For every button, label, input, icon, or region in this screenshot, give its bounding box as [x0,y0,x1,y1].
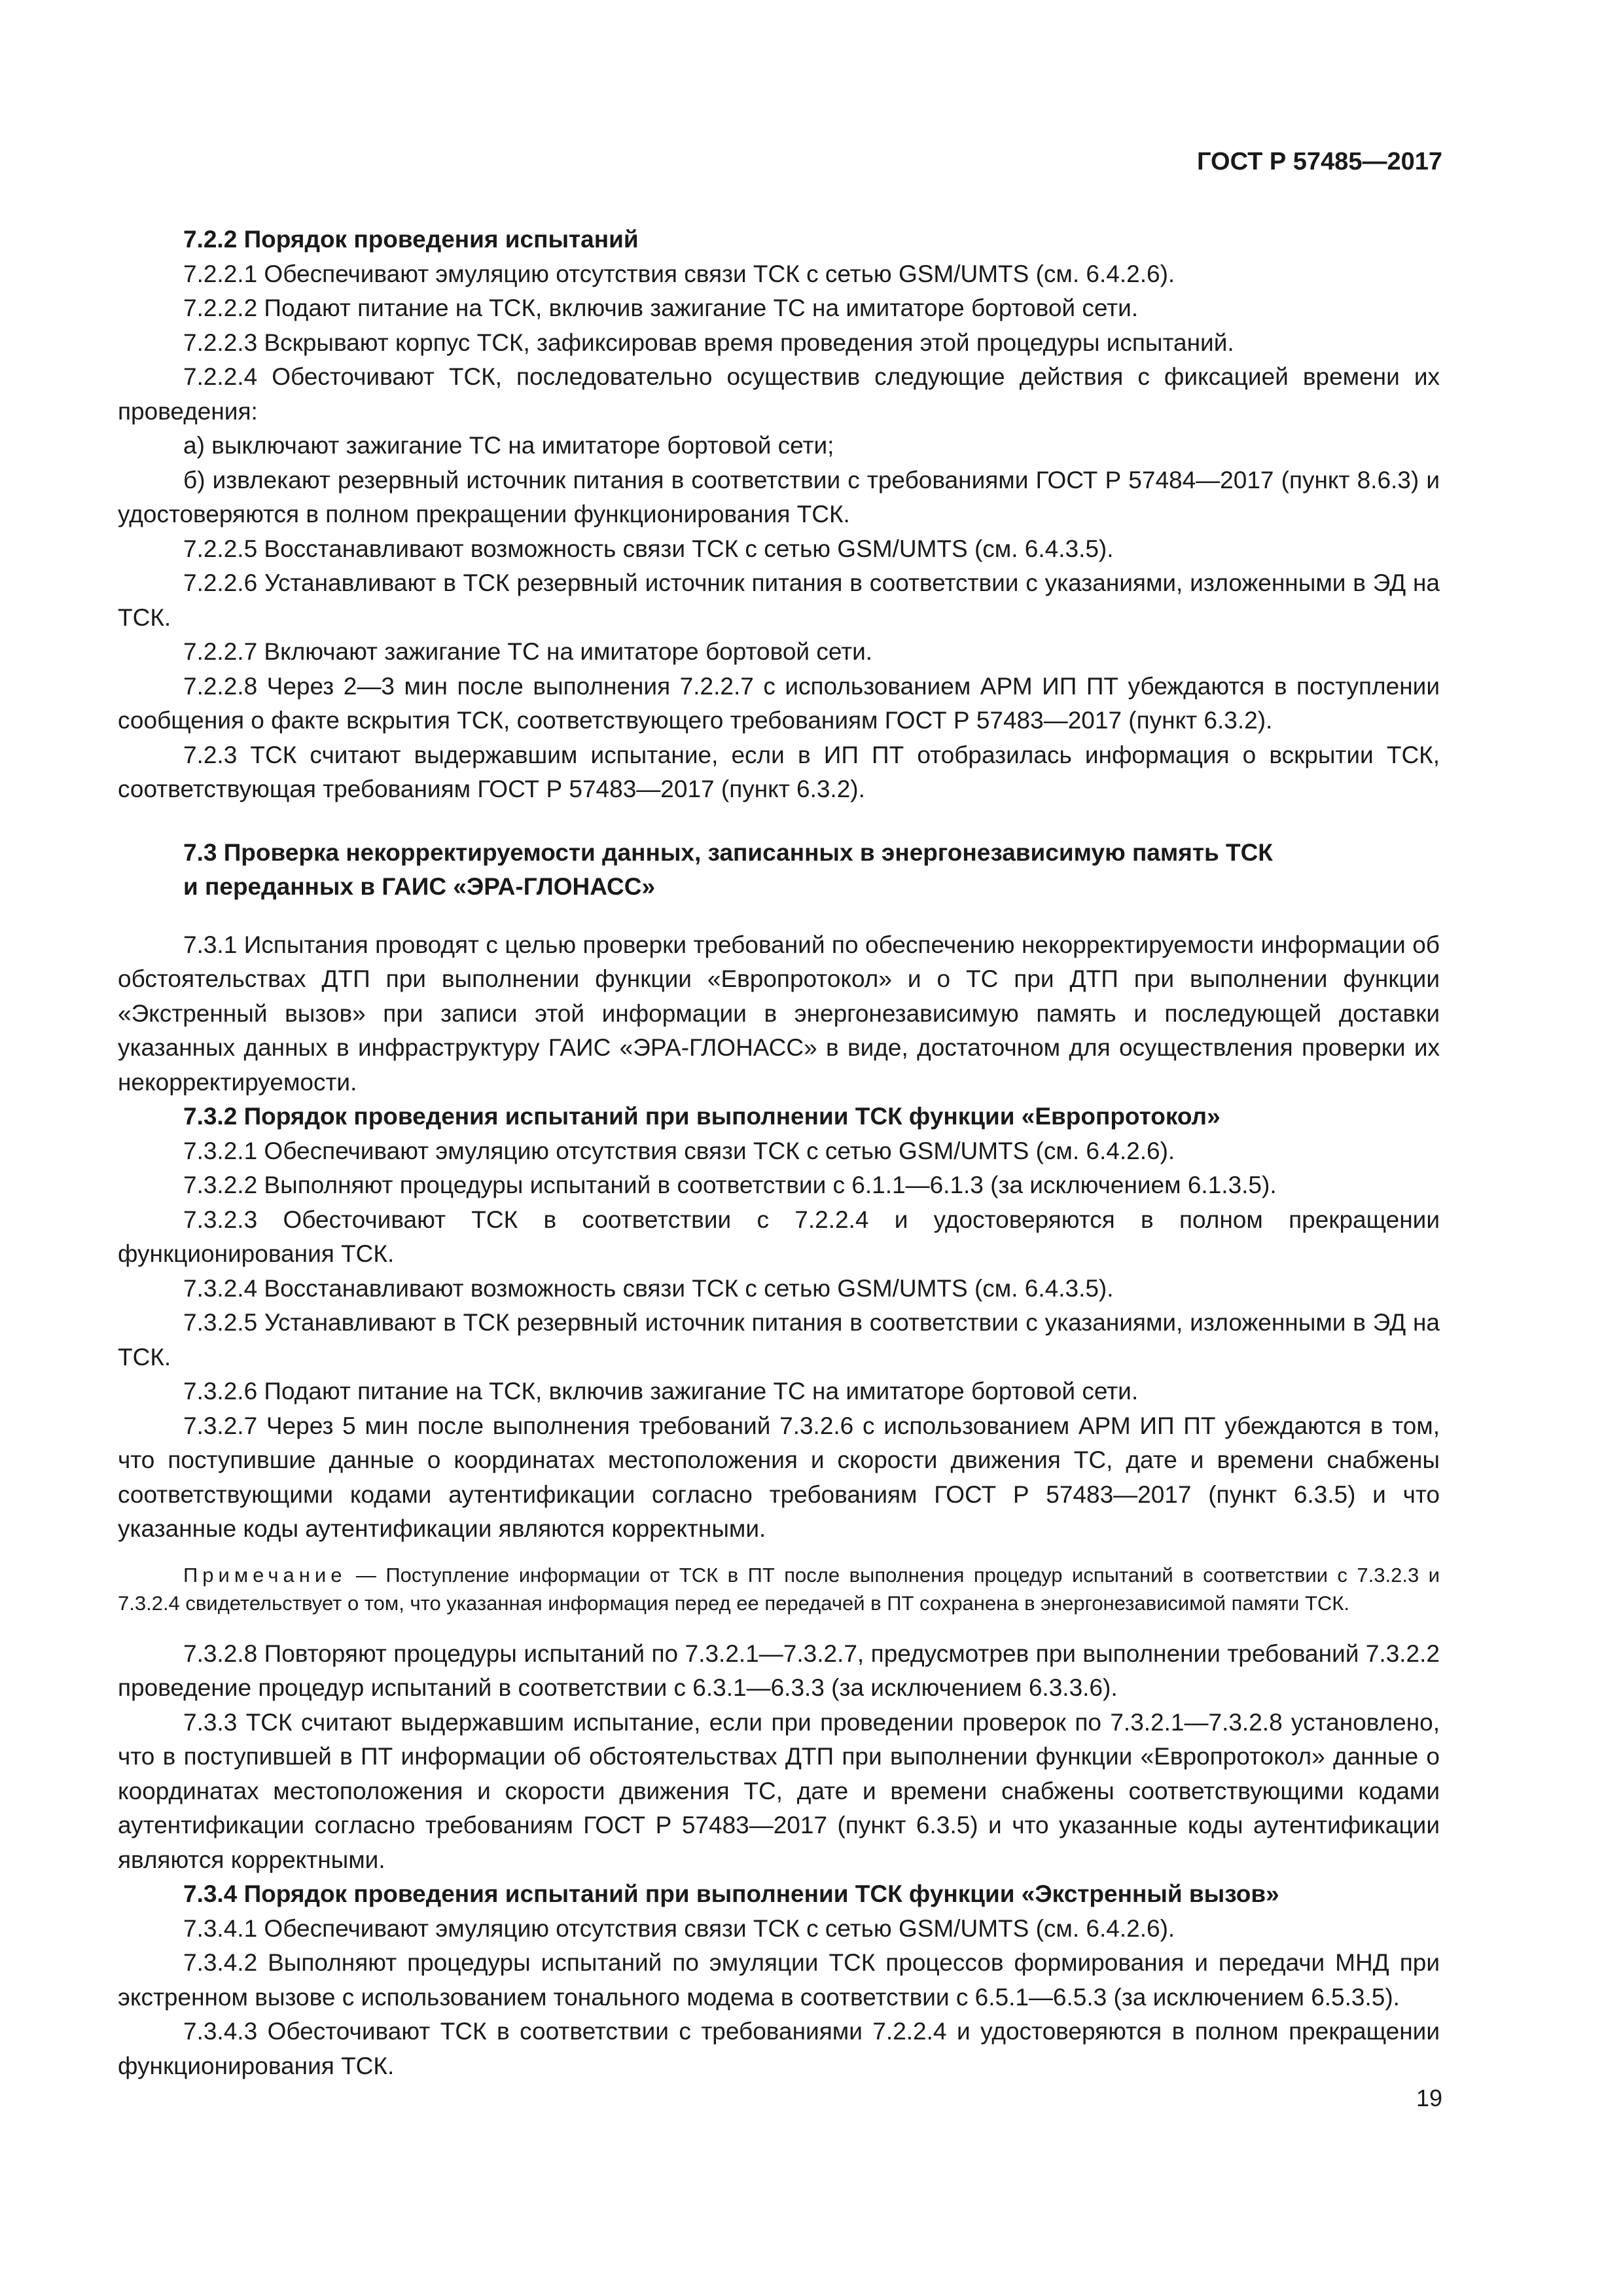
note-text: — Поступление информации от ТСК в ПТ после выполнения процедур испытаний в соответствии с 7.3.2.3 и 7.3.2.4 свидетельствует о том, что указанная информация перед ее передачей в ПТ сохранена в энергонезависимой памяти ТСК. [118,1563,1440,1615]
paragraph-7-3-1: 7.3.1 Испытания проводят с целью проверки требований по обеспечению некорректируемости информации об обстоятельствах ДТП при выполнении функции «Европротокол» и о ТС при ДТП при выполнении функции «Экстренный вызов» при записи этой информации в энергонезависимую память и последующей доставки указанных данных в инфраструктуру ГАИС «ЭРА-ГЛОНАСС» в виде, достаточном для осуществления проверки их некорректируемости. [118,931,1440,1096]
section-heading-7-3 [118,836,1440,905]
paragraph-7-3-4-3: 7.3.4.3 Обесточивают ТСК в соответствии с требованиями 7.2.2.4 и удостоверяются в полном прекращении функционирования ТСК. [118,2018,1440,2079]
section-heading-7-3-2: 7.3.2 Порядок проведения испытаний при выполнении ТСК функции «Европротокол» [183,1103,1221,1130]
paragraph-7-3-4-1: 7.3.4.1 Обеспечивают эмуляцию отсутствия связи ТСК с сетью GSM/UMTS (см. 6.4.2.6). [183,1914,1175,1942]
paragraph-7-2-2-4: 7.2.2.4 Обесточивают ТСК, последовательно осуществив следующие действия с фиксацией времени их проведения: [118,363,1440,425]
paragraph-7-2-2-2: 7.2.2.2 Подают питание на ТСК, включив зажигание ТС на имитаторе бортовой сети. [183,295,1139,321]
paragraph-7-2-2-7: 7.2.2.7 Включают зажигание ТС на имитаторе бортовой сети. [183,638,873,665]
paragraph-7-3-2-3: 7.3.2.3 Обесточивают ТСК в соответствии с 7.2.2.4 и удостоверяются в полном прекращении функционирования ТСК. [118,1206,1440,1267]
section-heading-7-3-4: 7.3.4 Порядок проведения испытаний при выполнении ТСК функции «Экстренный вызов» [183,1880,1279,1907]
paragraph-7-3-4-2: 7.3.4.2 Выполняют процедуры испытаний по эмуляции ТСК процессов формирования и передачи МНД при экстренном вызове с использованием тонального модема в соответствии с 6.5.1—6.5.3 (за исключением 6.5.3.5). [118,1949,1440,2011]
paragraph-7-2-2-1: 7.2.2.1 Обеспечивают эмуляцию отсутствия связи ТСК с сетью GSM/UMTS (см. 6.4.2.6). [183,260,1175,287]
paragraph-7-2-2-3: 7.2.2.3 Вскрывают корпус ТСК, зафиксировав время проведения этой процедуры испытаний. [183,329,1234,356]
note-label: Примечание [183,1563,347,1587]
paragraph-7-3-2-7: 7.3.2.7 Через 5 мин после выполнения требований 7.3.2.6 с использованием АРМ ИП ПТ убеждаются в том, что поступившие данные о координатах местоположения и скорости движения ТС, дате и времени снабжены соответствующими кодами аутентификации согласно требованиям ГОСТ Р 57483—2017 (пункт 6.3.5) и что указанные коды аутентификации являются корректными. [118,1412,1440,1542]
list-item-b: б) извлекают резервный источник питания в соответствии с требованиями ГОСТ Р 57484—2017 (пункт 8.6.3) и удостоверяются в полном прекращении функционирования ТСК. [118,466,1440,528]
note [118,1561,1440,1617]
paragraph-7-3-3: 7.3.3 ТСК считают выдержавшим испытание, если при проведении проверок по 7.3.2.1—7.3.2.8 установлено, что в поступившей в ПТ информации об обстоятельствах ДТП при выполнении функции «Европротокол» данные о координатах местоположения и скорости движения ТС, дате и времени снабжены соответствующими кодами аутентификации согласно требованиям ГОСТ Р 57483—2017 (пункт 6.3.5) и что указанные коды аутентификации являются корректными. [118,1708,1440,1873]
document-code-header: ГОСТ Р 57485—2017 [1197,148,1442,175]
section-heading-7-3-line-1: 7.3 Проверка некорректируемости данных, записанных в энергонезависимую память ТСК [183,838,1273,866]
list-item-a: а) выключают зажигание ТС на имитаторе бортовой сети; [183,432,834,459]
paragraph-7-2-3: 7.2.3 ТСК считают выдержавшим испытание, если в ИП ПТ отобразилась информация о вскрытии ТСК, соответствующая требованиям ГОСТ Р 57483—2017 (пункт 6.3.2). [118,741,1440,802]
page-content [118,223,1440,2083]
paragraph-7-3-2-8: 7.3.2.8 Повторяют процедуры испытаний по 7.3.2.1—7.3.2.7, предусмотрев при выполнении требований 7.3.2.2 проведение процедур испытаний в соответствии с 6.3.1—6.3.3 (за исключением 6.3.3.6). [118,1640,1440,1701]
paragraph-7-3-2-5: 7.3.2.5 Устанавливают в ТСК резервный источник питания в соответствии с указаниями, изложенными в ЭД на ТСК. [118,1309,1440,1371]
paragraph-7-3-2-6: 7.3.2.6 Подают питание на ТСК, включив зажигание ТС на имитаторе бортовой сети. [183,1378,1139,1405]
paragraph-7-3-2-4: 7.3.2.4 Восстанавливают возможность связи ТСК с сетью GSM/UMTS (см. 6.4.3.5). [183,1274,1114,1302]
section-heading-7-3-line-2: и переданных в ГАИС «ЭРА-ГЛОНАСС» [183,873,656,900]
paragraph-7-2-2-6: 7.2.2.6 Устанавливают в ТСК резервный источник питания в соответствии с указаниями, изложенными в ЭД на ТСК. [118,569,1440,631]
paragraph-7-2-2-5: 7.2.2.5 Восстанавливают возможность связи ТСК с сетью GSM/UMTS (см. 6.4.3.5). [183,535,1114,562]
page-number: 19 [1416,2085,1442,2111]
paragraph-7-2-2-8: 7.2.2.8 Через 2—3 мин после выполнения 7.2.2.7 с использованием АРМ ИП ПТ убеждаются в поступлении сообщения о факте вскрытия ТСК, соответствующего требованиям ГОСТ Р 57483—2017 (пункт 6.3.2). [118,672,1440,734]
section-heading-7-2-2: 7.2.2 Порядок проведения испытаний [183,226,639,253]
paragraph-7-3-2-1: 7.3.2.1 Обеспечивают эмуляцию отсутствия связи ТСК с сетью GSM/UMTS (см. 6.4.2.6). [183,1137,1175,1164]
paragraph-7-3-2-2: 7.3.2.2 Выполняют процедуры испытаний в соответствии с 6.1.1—6.1.3 (за исключением 6.1.3.5). [183,1172,1277,1198]
